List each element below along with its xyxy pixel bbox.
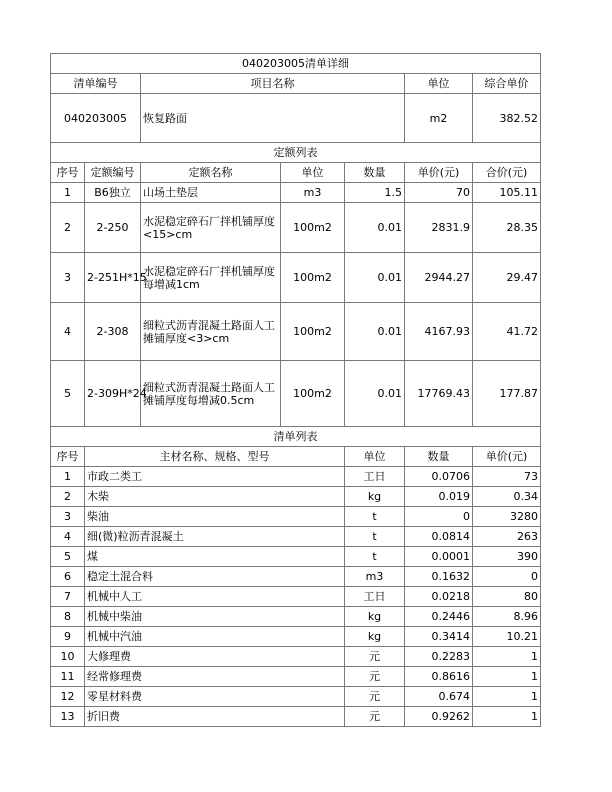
row-number: 13 xyxy=(51,707,85,727)
material-row xyxy=(51,687,541,707)
material-qty: 0.0001 xyxy=(405,547,473,567)
material-row xyxy=(51,707,541,727)
bill-code: 040203005 xyxy=(51,94,141,143)
material-row xyxy=(51,507,541,527)
material-unit: t xyxy=(345,547,405,567)
row-number: 5 xyxy=(51,361,85,427)
material-name: 机械中人工 xyxy=(85,587,345,607)
material-price: 80 xyxy=(473,587,541,607)
material-price: 10.21 xyxy=(473,627,541,647)
material-row xyxy=(51,607,541,627)
material-price: 1 xyxy=(473,707,541,727)
material-qty: 0.1632 xyxy=(405,567,473,587)
row-number: 5 xyxy=(51,547,85,567)
material-qty: 0.9262 xyxy=(405,707,473,727)
row-number: 3 xyxy=(51,253,85,303)
material-rows xyxy=(51,467,541,727)
quota-name: 山场土垫层 xyxy=(141,183,281,203)
material-price: 1 xyxy=(473,687,541,707)
material-name: 市政二类工 xyxy=(85,467,345,487)
quota-row xyxy=(51,303,541,361)
row-number: 11 xyxy=(51,667,85,687)
quota-unit: 100m2 xyxy=(281,203,345,253)
quota-code: 2-251H*15 xyxy=(85,253,141,303)
material-price: 3280 xyxy=(473,507,541,527)
quota-price: 2944.27 xyxy=(405,253,473,303)
material-name: 经常修理费 xyxy=(85,667,345,687)
material-price: 1 xyxy=(473,647,541,667)
column-header: 单价(元) xyxy=(405,163,473,183)
material-row xyxy=(51,547,541,567)
quota-name: 细粒式沥青混凝土路面人工摊铺厚度每增减0.5cm xyxy=(141,361,281,427)
row-number: 2 xyxy=(51,203,85,253)
column-header: 数量 xyxy=(405,447,473,467)
material-qty: 0.674 xyxy=(405,687,473,707)
row-number: 4 xyxy=(51,527,85,547)
material-row xyxy=(51,567,541,587)
header-value-row xyxy=(51,94,541,143)
row-number: 7 xyxy=(51,587,85,607)
material-row xyxy=(51,627,541,647)
quota-price: 70 xyxy=(405,183,473,203)
row-number: 8 xyxy=(51,607,85,627)
material-price: 73 xyxy=(473,467,541,487)
material-price: 8.96 xyxy=(473,607,541,627)
material-unit: 元 xyxy=(345,667,405,687)
material-row xyxy=(51,487,541,507)
material-unit: 元 xyxy=(345,647,405,667)
material-qty: 0.0706 xyxy=(405,467,473,487)
unit-price-label: 综合单价 xyxy=(473,74,541,94)
material-row xyxy=(51,587,541,607)
material-price: 1 xyxy=(473,667,541,687)
column-header: 主材名称、规格、型号 xyxy=(85,447,345,467)
material-price: 263 xyxy=(473,527,541,547)
column-header: 序号 xyxy=(51,447,85,467)
quota-qty: 0.01 xyxy=(345,203,405,253)
quota-column-header xyxy=(51,163,541,183)
material-name: 大修理费 xyxy=(85,647,345,667)
material-qty: 0.019 xyxy=(405,487,473,507)
quota-name: 细粒式沥青混凝土路面人工摊铺厚度<3>cm xyxy=(141,303,281,361)
quota-section-title: 定额列表 xyxy=(51,143,541,163)
material-name: 零星材料费 xyxy=(85,687,345,707)
row-number: 10 xyxy=(51,647,85,667)
row-number: 4 xyxy=(51,303,85,361)
material-unit: 元 xyxy=(345,707,405,727)
column-header: 合价(元) xyxy=(473,163,541,183)
bill-code-label: 清单编号 xyxy=(51,74,141,94)
row-number: 3 xyxy=(51,507,85,527)
quota-code: 2-308 xyxy=(85,303,141,361)
quota-section-row xyxy=(51,143,541,163)
material-name: 机械中汽油 xyxy=(85,627,345,647)
row-number: 9 xyxy=(51,627,85,647)
quota-row xyxy=(51,203,541,253)
quota-name: 水泥稳定碎石厂拌机铺厚度每增减1cm xyxy=(141,253,281,303)
row-number: 12 xyxy=(51,687,85,707)
unit-label: 单位 xyxy=(405,74,473,94)
material-row xyxy=(51,647,541,667)
header-label-row xyxy=(51,74,541,94)
column-header: 定额名称 xyxy=(141,163,281,183)
title-row xyxy=(51,54,541,74)
material-column-header xyxy=(51,447,541,467)
material-qty: 0.8616 xyxy=(405,667,473,687)
quota-unit: 100m2 xyxy=(281,253,345,303)
quota-row xyxy=(51,361,541,427)
quota-unit: m3 xyxy=(281,183,345,203)
material-name: 机械中柴油 xyxy=(85,607,345,627)
material-unit: t xyxy=(345,527,405,547)
quota-name: 水泥稳定碎石厂拌机铺厚度<15>cm xyxy=(141,203,281,253)
column-header: 单价(元) xyxy=(473,447,541,467)
material-section-row xyxy=(51,427,541,447)
quota-code: 2-250 xyxy=(85,203,141,253)
material-qty: 0.2446 xyxy=(405,607,473,627)
material-name: 煤 xyxy=(85,547,345,567)
material-qty: 0.0218 xyxy=(405,587,473,607)
quota-qty: 0.01 xyxy=(345,361,405,427)
quota-price: 17769.43 xyxy=(405,361,473,427)
unit-price-value: 382.52 xyxy=(473,94,541,143)
quota-qty: 0.01 xyxy=(345,303,405,361)
material-name: 木柴 xyxy=(85,487,345,507)
material-price: 0.34 xyxy=(473,487,541,507)
material-name: 稳定土混合料 xyxy=(85,567,345,587)
material-unit: kg xyxy=(345,627,405,647)
unit-value: m2 xyxy=(405,94,473,143)
material-price: 0 xyxy=(473,567,541,587)
material-name: 柴油 xyxy=(85,507,345,527)
material-qty: 0.0814 xyxy=(405,527,473,547)
column-header: 数量 xyxy=(345,163,405,183)
material-unit: m3 xyxy=(345,567,405,587)
row-number: 2 xyxy=(51,487,85,507)
quota-code: B6独立 xyxy=(85,183,141,203)
quota-total: 177.87 xyxy=(473,361,541,427)
quota-row xyxy=(51,183,541,203)
material-unit: 元 xyxy=(345,687,405,707)
material-row xyxy=(51,667,541,687)
quota-unit: 100m2 xyxy=(281,361,345,427)
column-header: 序号 xyxy=(51,163,85,183)
item-name: 恢复路面 xyxy=(141,94,405,143)
column-header: 定额编号 xyxy=(85,163,141,183)
material-unit: 工日 xyxy=(345,467,405,487)
column-header: 单位 xyxy=(281,163,345,183)
material-name: 折旧费 xyxy=(85,707,345,727)
material-name: 细(微)粒沥青混凝土 xyxy=(85,527,345,547)
quota-unit: 100m2 xyxy=(281,303,345,361)
material-unit: t xyxy=(345,507,405,527)
row-number: 1 xyxy=(51,183,85,203)
quota-row xyxy=(51,253,541,303)
material-row xyxy=(51,467,541,487)
quota-total: 41.72 xyxy=(473,303,541,361)
quota-total: 29.47 xyxy=(473,253,541,303)
quota-qty: 1.5 xyxy=(345,183,405,203)
bill-detail-table xyxy=(50,53,541,727)
page-title: 040203005清单详细 xyxy=(51,54,541,74)
quota-total: 28.35 xyxy=(473,203,541,253)
row-number: 6 xyxy=(51,567,85,587)
material-qty: 0.3414 xyxy=(405,627,473,647)
column-header: 单位 xyxy=(345,447,405,467)
quota-qty: 0.01 xyxy=(345,253,405,303)
material-qty: 0.2283 xyxy=(405,647,473,667)
material-row xyxy=(51,527,541,547)
material-price: 390 xyxy=(473,547,541,567)
material-unit: kg xyxy=(345,487,405,507)
quota-code: 2-309H*24 xyxy=(85,361,141,427)
quota-price: 4167.93 xyxy=(405,303,473,361)
quota-price: 2831.9 xyxy=(405,203,473,253)
item-name-label: 项目名称 xyxy=(141,74,405,94)
material-section-title: 清单列表 xyxy=(51,427,541,447)
material-qty: 0 xyxy=(405,507,473,527)
material-unit: 工日 xyxy=(345,587,405,607)
quota-total: 105.11 xyxy=(473,183,541,203)
row-number: 1 xyxy=(51,467,85,487)
material-unit: kg xyxy=(345,607,405,627)
